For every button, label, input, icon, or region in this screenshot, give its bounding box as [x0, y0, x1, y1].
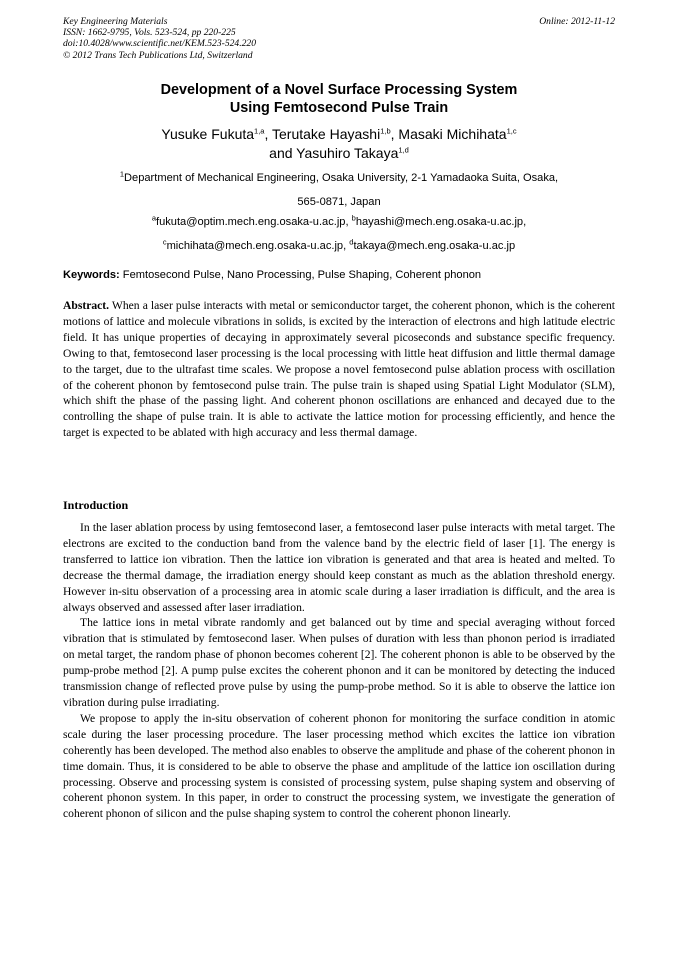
keywords-text: Femtosecond Pulse, Nano Processing, Pulse Shaping, Coherent phonon — [119, 269, 482, 281]
doi-line: doi:10.4028/www.scientific.net/KEM.523-524.220 — [63, 38, 257, 50]
email-mark: b — [351, 213, 356, 223]
author-separator: , — [390, 126, 399, 142]
affiliation-line-1 — [63, 166, 615, 190]
email-line-2 — [63, 234, 615, 258]
authors-line-1 — [63, 125, 615, 144]
online-date: Online: 2012-11-12 — [539, 16, 615, 27]
author-affiliation-mark: 1,d — [398, 145, 409, 155]
author-list — [63, 125, 615, 163]
email-mark: d — [349, 237, 354, 247]
title-line-2: Using Femtosecond Pulse Train — [229, 99, 449, 116]
author-affiliation-mark: 1,b — [380, 126, 391, 136]
affiliation — [63, 166, 615, 214]
email-line-1 — [63, 210, 615, 234]
author-affiliation-mark: 1,c — [506, 126, 517, 136]
email-mark: a — [151, 213, 156, 223]
paper-title — [63, 82, 615, 117]
email-address: michihata@mech.eng.osaka-u.ac.jp, — [166, 240, 350, 252]
affiliation-mark: 1 — [119, 169, 125, 179]
issn-line: ISSN: 1662-9795, Vols. 523-524, pp 220-225 — [63, 27, 236, 39]
keywords-label: Keywords: — [63, 269, 120, 281]
body-paragraph: We propose to apply the in-situ observation of coherent phonon for monitoring the surface condition in atomic scale during the laser processing procedure. The laser processing method which excites the lattice ion vibration coherently has been developed. The method also enables to observe the amplitude and phase of the coherent phonon in time domain. Thus, it is considered to be able to observe the phase and amplitude of the lattice ion oscillation during processing. Observe and processing system is consisted of processing system, pulse shaping system and observing of coherent phonon system. In this paper, in order to construct the processing system, we investigate the generation of coherent phonon of silicon and the pulse shaping system to control the coherent phonon linearly. — [63, 711, 615, 821]
affiliation-line-2: 565-0871, Japan — [297, 196, 381, 208]
affiliation-text: Department of Mechanical Engineering, Osaka University, 2-1 Yamadaoka Suita, Osaka, — [124, 172, 559, 184]
publication-header — [63, 16, 615, 61]
email-mark: c — [162, 237, 167, 247]
email-list — [63, 210, 615, 258]
section-heading: Introduction — [63, 498, 129, 512]
journal-name: Key Engineering Materials — [63, 16, 168, 27]
author-separator: , — [264, 126, 273, 142]
body-paragraph: The lattice ions in metal vibrate randomly and get balanced out by time and special averaging without forced vibration that is stimulated by femtosecond laser. When pulses of duration with less than phonon period is irradiated on metal target, the random phase of phonon becomes coherent [2]. The coherent phonon is able to be observed by the pump-probe method [2]. A pump pulse excites the coherent phonon and it can be monitored by detecting the induced transmission change of reflected prove pulse by using the pump-probe method. So it is able to observe the lattice ion vibration during pulse irradiating. — [63, 616, 615, 709]
email-address: fukuta@optim.mech.eng.osaka-u.ac.jp, — [155, 216, 352, 228]
email-address: takaya@mech.eng.osaka-u.ac.jp — [353, 240, 516, 252]
title-line-1: Development of a Novel Surface Processing System — [160, 82, 518, 98]
copyright-line: © 2012 Trans Tech Publications Ltd, Switzerland — [63, 49, 253, 61]
email-address: hayashi@mech.eng.osaka-u.ac.jp, — [355, 216, 527, 228]
body-paragraph: In the laser ablation process by using femtosecond laser, a femtosecond laser pulse interacts with metal target. The electrons are excited to the conduction band from the valence band by the electric field of laser [1]. The energy is transferred to lattice ion vibration. Then the lattice ion vibration is generated and that area is heated and melted. To decrease the thermal damage, the irradiation energy should keep constant as much as the ablation threshold energy. However in-situ observation of a processing area in atomic scale during a laser irradiation is difficult, and the area is always observed and assessed after laser irradiation. — [63, 521, 615, 614]
author-affiliation-mark: 1,a — [254, 126, 265, 136]
author-name: Terutake Hayashi — [272, 126, 381, 142]
authors-line-2 — [63, 144, 615, 163]
introduction-body — [63, 520, 615, 822]
keywords — [63, 268, 615, 282]
author-name: Yusuke Fukuta — [161, 126, 255, 142]
abstract-label: Abstract. — [63, 299, 110, 312]
abstract-text: When a laser pulse interacts with metal or semiconductor target, the coherent phonon, which is the coherent motions of lattice and molecule vibrations in solids, is excited by the interaction of electrons and high latitude electric field. It has unique properties of decaying in approximately several picoseconds and substance specific frequency. Owing to that, femtosecond laser processing is the local processing with little heat diffusion and little thermal damage to the target, due to the ultrafast time scales. We propose a novel femtosecond pulse ablation process with oscillation of the coherent phonon by femtosecond pulse train. The pulse train is shaped using Spatial Light Modulator (SLM), which shift the phase of the passing light. And coherent phonon oscillations are enhanced and decayed due to the controlling the shape of pulse train. It is able to activate the lattice motion for processing efficiently, and hence the target is expected to be ablated with high accuracy and less thermal damage. — [63, 299, 615, 440]
author-name: and Yasuhiro Takaya — [269, 145, 399, 161]
author-name: Masaki Michihata — [398, 126, 507, 142]
abstract — [63, 298, 615, 441]
